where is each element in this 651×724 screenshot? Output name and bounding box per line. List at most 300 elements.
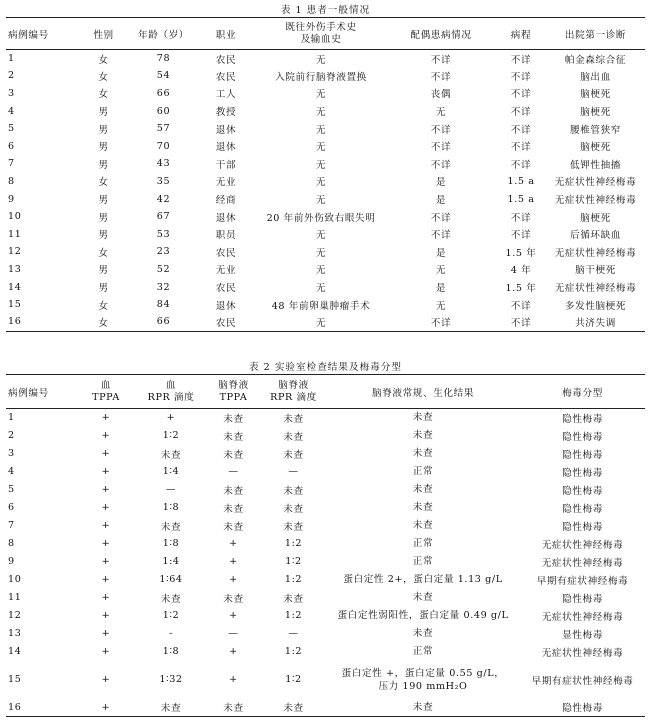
cell-history: 无 [315,177,327,189]
cell-id: 6 [8,502,15,513]
cell-sex: 男 [98,107,109,119]
cell-spouse: 是 [435,283,447,295]
cell-blood-rpr: 1∶2 [162,610,180,621]
cell-blood-rpr: — [165,484,177,495]
table-row [6,102,645,120]
cell-csf-rpr: 未查 [283,431,304,443]
cell-blood-tppa: + [101,701,111,713]
cell-history: 无 [315,124,327,136]
cell-type: 隐性梅毒 [562,467,603,479]
cell-csf-result-line1: 未查 [412,520,434,531]
col-header-blood-rpr-line2: RPR 滴度 [147,391,195,403]
cell-blood-rpr: 1∶8 [162,646,180,657]
cell-sex: 男 [98,159,109,171]
col-header-id: 病例编号 [8,29,49,41]
cell-csf-result-line1: 未查 [412,502,434,513]
cell-history: 无 [315,142,327,154]
col-header-history-line1: 既往外伤手术史 [285,21,357,33]
cell-course: 不详 [510,212,532,224]
cell-diagnosis: 共济失调 [575,317,616,329]
cell-csf-tppa: + [229,610,238,621]
cell-csf-result [326,661,520,699]
cell-diagnosis: 脑梗死 [580,142,611,154]
cell-type: 隐性梅毒 [562,485,603,497]
cell-type: 隐性梅毒 [562,413,603,425]
cell-job: 经商 [215,195,237,207]
cell-job: 干部 [215,159,237,171]
cell-history: 无 [315,230,327,242]
patient-general-table [6,17,645,332]
cell-diagnosis: 多发性脑梗死 [564,300,627,312]
table-row [6,643,645,661]
cell-id: 5 [8,123,15,135]
col-header-csf-rpr [261,375,326,409]
cell-id: 2 [8,430,15,441]
table-row [6,261,645,279]
cell-id: 15 [8,299,22,311]
cell-type: 隐性梅毒 [562,431,603,443]
cell-blood-tppa: + [101,448,111,459]
cell-blood-tppa: + [101,628,111,639]
table-row [6,499,645,517]
cell-age: 43 [156,158,171,170]
cell-csf-result-line1: 正常 [412,538,434,549]
cell-id: 13 [8,263,22,275]
cell-type: 无症状性神经梅毒 [541,611,624,623]
col-header-blood-tppa [76,375,136,409]
col-header-age: 年龄（岁） [138,29,189,41]
cell-age: 54 [156,70,171,82]
cell-blood-rpr: 未查 [160,593,182,605]
cell-csf-result [326,643,520,661]
cell-course: 4 年 [510,265,532,277]
cell-csf-tppa: + [229,674,238,685]
cell-id: 11 [8,592,22,603]
cell-csf-tppa: + [229,538,238,549]
cell-history: 入院前行脑脊液置换 [275,71,367,83]
cell-age: 53 [156,228,171,240]
cell-csf-rpr: 未查 [283,485,304,497]
cell-id: 13 [8,628,22,639]
cell-sex: 女 [98,177,109,189]
cell-csf-result [326,607,520,625]
cell-blood-rpr: 1:4 [162,556,180,567]
cell-age: 32 [156,281,171,293]
cell-course: 不详 [510,89,532,101]
cell-csf-tppa: 未查 [223,503,244,515]
cell-blood-tppa: + [101,466,111,477]
cell-history: 无 [315,54,327,66]
cell-csf-result-line1: 未查 [412,430,434,441]
cell-spouse: 无 [435,265,447,277]
cell-job: 农民 [215,317,237,329]
col-header-csf-tppa-line1: 脑脊液 [218,379,249,391]
col-header-csf-rpr-line1: 脑脊液 [278,379,309,391]
table-row [6,173,645,191]
col-header-csf-result: 脑脊液常规、生化结果 [372,387,474,399]
cell-type: 隐性梅毒 [562,521,603,533]
cell-id: 3 [8,448,15,459]
col-header-blood-rpr-line1: 血 [165,379,177,391]
cell-type: 无症状性神经梅毒 [541,557,624,569]
cell-age: 23 [156,246,171,258]
cell-type: 隐性梅毒 [562,593,603,605]
cell-course: 1.5 a [507,193,535,205]
cell-job: 退休 [215,124,237,136]
cell-id: 4 [8,466,15,477]
cell-sex: 男 [98,230,109,242]
table2-caption: 表 2 实验室检查结果及梅毒分型 [249,362,402,373]
cell-id: 11 [8,228,22,240]
cell-blood-tppa: + [101,610,111,621]
cell-job: 教授 [215,107,237,119]
cell-blood-rpr: + [166,412,176,424]
cell-course: 不详 [510,54,532,66]
table-row [6,517,645,535]
cell-sex: 女 [98,89,109,101]
cell-type: 隐性梅毒 [562,503,603,515]
cell-type: 早期有症状性神经梅毒 [531,675,634,687]
cell-history: 20 年前外伤致右眼失明 [266,212,376,224]
cell-type: 早期有症状神经梅毒 [536,575,629,587]
cell-job: 职员 [215,230,237,242]
table-row [6,67,645,85]
col-header-diagnosis: 出院第一诊断 [564,29,627,41]
cell-csf-rpr: 未查 [283,703,304,715]
cell-age: 66 [156,87,171,99]
table1-body [6,50,645,332]
cell-sex: 男 [98,265,109,277]
cell-id: 10 [8,211,22,223]
cell-course: 1.5 年 [505,247,537,259]
table-row [6,120,645,138]
cell-blood-rpr: 1∶32 [159,674,183,685]
table-row [6,313,645,331]
cell-csf-result [326,517,520,535]
table-row [6,463,645,481]
cell-csf-rpr: 1∶2 [285,674,302,685]
cell-diagnosis: 无症状性神经梅毒 [554,247,637,259]
cell-age: 35 [156,175,171,187]
cell-job: 农民 [215,247,237,259]
cell-sex: 女 [98,317,109,329]
cell-csf-result [326,553,520,571]
cell-blood-tppa: + [101,556,111,567]
cell-csf-result-line1: 未查 [412,412,434,424]
cell-type: 无症状性神经梅毒 [541,647,624,659]
cell-csf-rpr: — [288,466,299,477]
cell-age: 42 [156,193,171,205]
cell-blood-rpr: - [169,628,173,639]
cell-history: 无 [315,265,327,277]
cell-course: 不详 [510,159,532,171]
cell-spouse: 无 [435,107,447,119]
cell-diagnosis: 后循环缺血 [570,230,621,242]
cell-spouse: 是 [435,177,447,189]
table1-header-row [6,18,645,50]
cell-csf-rpr: 1:2 [284,610,303,621]
cell-job: 农民 [215,54,237,66]
table-row [6,445,645,463]
cell-csf-rpr: — [288,628,299,639]
col-header-history [256,18,386,50]
cell-id: 15 [8,674,22,685]
cell-age: 66 [156,316,171,328]
cell-blood-rpr: 未查 [160,521,182,533]
cell-history: 无 [315,89,327,101]
cell-type: 显性梅毒 [562,629,603,641]
cell-csf-result [326,427,520,445]
cell-course: 不详 [510,71,532,83]
cell-age: 60 [156,105,171,117]
cell-job: 无业 [215,265,237,277]
cell-csf-result-line1: 未查 [412,448,434,459]
cell-csf-result-line1: 未查 [412,628,434,639]
cell-blood-rpr: 未查 [160,703,182,715]
cell-csf-result-line1: 正常 [412,556,434,567]
cell-diagnosis: 无症状性神经梅毒 [554,177,637,189]
cell-blood-tppa: + [101,538,111,549]
cell-course: 不详 [510,317,532,329]
cell-spouse: 不详 [430,230,452,242]
col-header-blood-tppa-line2: TPPA [92,391,120,403]
cell-id: 4 [8,105,15,117]
table-row [6,699,645,717]
cell-id: 7 [8,520,15,531]
cell-id: 12 [8,246,22,258]
table-row [6,625,645,643]
cell-sex: 男 [98,124,109,136]
cell-sex: 女 [98,54,109,66]
col-header-csf-rpr-line2: RPR 滴度 [270,391,317,403]
table-row [6,225,645,243]
cell-id: 9 [8,556,15,567]
cell-type: 隐性梅毒 [562,703,603,715]
cell-sex: 男 [98,283,109,295]
cell-blood-tppa: + [101,430,111,441]
table-row [6,85,645,103]
cell-id: 1 [8,53,15,65]
cell-csf-result [326,589,520,607]
cell-blood-tppa: + [101,484,111,495]
cell-diagnosis: 脑梗死 [580,107,611,119]
table-row [6,589,645,607]
cell-blood-rpr: 1∶8 [162,538,180,549]
cell-age: 84 [156,299,171,311]
cell-csf-result [326,571,520,589]
cell-csf-result-line1: 正常 [412,466,434,477]
cell-history: 无 [315,195,327,207]
col-header-csf-tppa [206,375,261,409]
table-row [6,190,645,208]
cell-course: 不详 [510,107,532,119]
table-row [6,243,645,261]
cell-csf-rpr: 未查 [283,521,304,533]
cell-spouse: 不详 [430,124,452,136]
table-row [6,155,645,173]
cell-csf-result [326,481,520,499]
cell-spouse: 不详 [430,212,452,224]
cell-csf-result-line1: 未查 [412,484,434,495]
cell-history: 无 [315,107,327,119]
col-header-blood-tppa-line1: 血 [100,379,112,391]
cell-job: 退休 [215,212,237,224]
cell-id: 10 [8,574,22,585]
cell-csf-result-line2: 压力 190 mmH₂O [378,680,468,692]
cell-csf-tppa: 未查 [223,703,244,715]
cell-csf-result-line1: 正常 [412,646,434,657]
col-header-type: 梅毒分型 [562,387,603,399]
col-header-sex: 性别 [93,29,114,41]
cell-course: 1.5 a [507,175,535,187]
col-header-job: 职业 [215,29,237,41]
cell-age: 70 [156,140,171,152]
cell-blood-rpr: 未查 [160,449,182,461]
cell-age: 78 [156,53,171,65]
cell-blood-rpr: 1∶2 [162,430,180,441]
cell-diagnosis: 脑梗死 [580,212,611,224]
table-row [6,607,645,625]
cell-id: 12 [8,610,22,621]
cell-id: 2 [8,70,15,82]
cell-spouse: 无 [435,300,447,312]
cell-id: 6 [8,140,15,152]
cell-id: 16 [8,316,22,328]
cell-job: 退休 [215,300,237,312]
cell-id: 8 [8,538,15,549]
cell-sex: 男 [98,142,109,154]
cell-blood-tppa: + [101,574,111,585]
cell-spouse: 不详 [430,71,452,83]
table-row [6,278,645,296]
cell-history: 无 [315,247,327,259]
cell-diagnosis: 无症状性神经梅毒 [554,195,637,207]
cell-diagnosis: 无症状性神经梅毒 [554,283,637,295]
cell-age: 67 [156,211,171,223]
cell-spouse: 不详 [430,54,452,66]
cell-blood-tppa: + [101,592,111,603]
cell-sex: 男 [98,212,109,224]
cell-diagnosis: 脑梗死 [580,89,611,101]
col-header-spouse: 配偶患病情况 [410,29,472,41]
cell-spouse: 不详 [430,142,452,154]
cell-id: 9 [8,193,15,205]
cell-csf-result-line1: 蛋白定性弱阳性，蛋白定量 0.49 g/L [337,610,509,621]
cell-id: 3 [8,87,15,99]
cell-course: 不详 [510,230,532,242]
table-row [6,571,645,589]
cell-blood-tppa: + [101,646,111,657]
cell-csf-rpr: 1:2 [284,538,303,549]
cell-course: 不详 [510,124,532,136]
cell-spouse: 不详 [430,317,452,329]
cell-id: 8 [8,175,15,187]
table-row [6,296,645,314]
cell-csf-result-line1: 未查 [412,592,434,603]
cell-diagnosis: 脑出血 [580,71,611,83]
cell-csf-result [326,535,520,553]
cell-csf-result [326,699,520,717]
cell-csf-result-line1: 蛋白定性 +，蛋白定量 0.55 g/L， [341,667,505,679]
table-row [6,481,645,499]
cell-csf-tppa: — [228,628,239,639]
cell-blood-tppa: + [101,412,111,424]
cell-age: 52 [156,263,171,275]
col-header-course: 病程 [510,29,532,41]
cell-csf-result [326,409,520,427]
col-header-csf-tppa-line2: TPPA [219,391,248,403]
cell-job: 农民 [215,71,237,83]
cell-csf-tppa: + [229,556,238,567]
cell-csf-tppa: + [229,574,238,585]
cell-sex: 女 [98,300,109,312]
cell-spouse: 丧偶 [430,89,452,101]
cell-job: 农民 [215,283,237,295]
cell-diagnosis: 帕金森综合征 [564,54,627,66]
cell-csf-result [326,463,520,481]
cell-csf-tppa: 未查 [223,431,244,443]
table-row [6,50,645,68]
cell-blood-tppa: + [101,674,111,685]
cell-csf-tppa: — [228,466,239,477]
cell-csf-rpr: 未查 [283,449,304,461]
cell-csf-result [326,445,520,463]
cell-csf-result-line1: 蛋白定性 2+，蛋白定量 1.13 g/L [343,574,503,585]
cell-csf-rpr: 1∶2 [285,556,302,567]
cell-blood-tppa: + [101,502,111,513]
cell-spouse: 是 [435,247,447,259]
lab-results-table [6,374,645,717]
cell-diagnosis: 低钾性抽搐 [570,159,621,171]
table-row [6,535,645,553]
cell-diagnosis: 脑干梗死 [575,265,616,277]
table1-caption: 表 1 患者一般情况 [280,5,371,16]
cell-csf-tppa: 未查 [223,449,244,461]
col-header-history-line2: 及输血史 [300,33,342,45]
cell-course: 不详 [510,300,532,312]
cell-csf-rpr: 未查 [283,413,304,425]
cell-csf-tppa: 未查 [223,485,244,497]
table2-header-row [6,375,645,409]
table-row [6,409,645,427]
table2-body [6,409,645,717]
cell-diagnosis: 腰椎管狭窄 [570,124,621,136]
cell-course: 1.5 年 [505,283,537,295]
cell-id: 7 [8,158,15,170]
cell-sex: 女 [98,247,109,259]
cell-csf-rpr: 1:2 [284,646,303,657]
cell-csf-result-line1: 未查 [412,701,434,713]
cell-type: 无症状性神经梅毒 [541,539,624,551]
cell-blood-rpr: 1∶4 [162,466,180,477]
cell-course: 不详 [510,142,532,154]
cell-csf-rpr: 未查 [283,503,304,515]
cell-history: 48 年前卵巢肿瘤手术 [271,300,371,312]
cell-blood-rpr: 1∶64 [159,574,183,585]
cell-csf-rpr: 1:2 [284,574,303,585]
cell-id: 1 [8,412,15,424]
table-row [6,208,645,226]
cell-id: 14 [8,646,22,657]
table-row [6,661,645,699]
cell-csf-result [326,625,520,643]
cell-type: 隐性梅毒 [562,449,603,461]
col-header-blood-rpr [136,375,206,409]
cell-sex: 男 [98,195,109,207]
cell-history: 无 [315,283,327,295]
cell-id: 16 [8,701,22,713]
cell-spouse: 不详 [430,159,452,171]
